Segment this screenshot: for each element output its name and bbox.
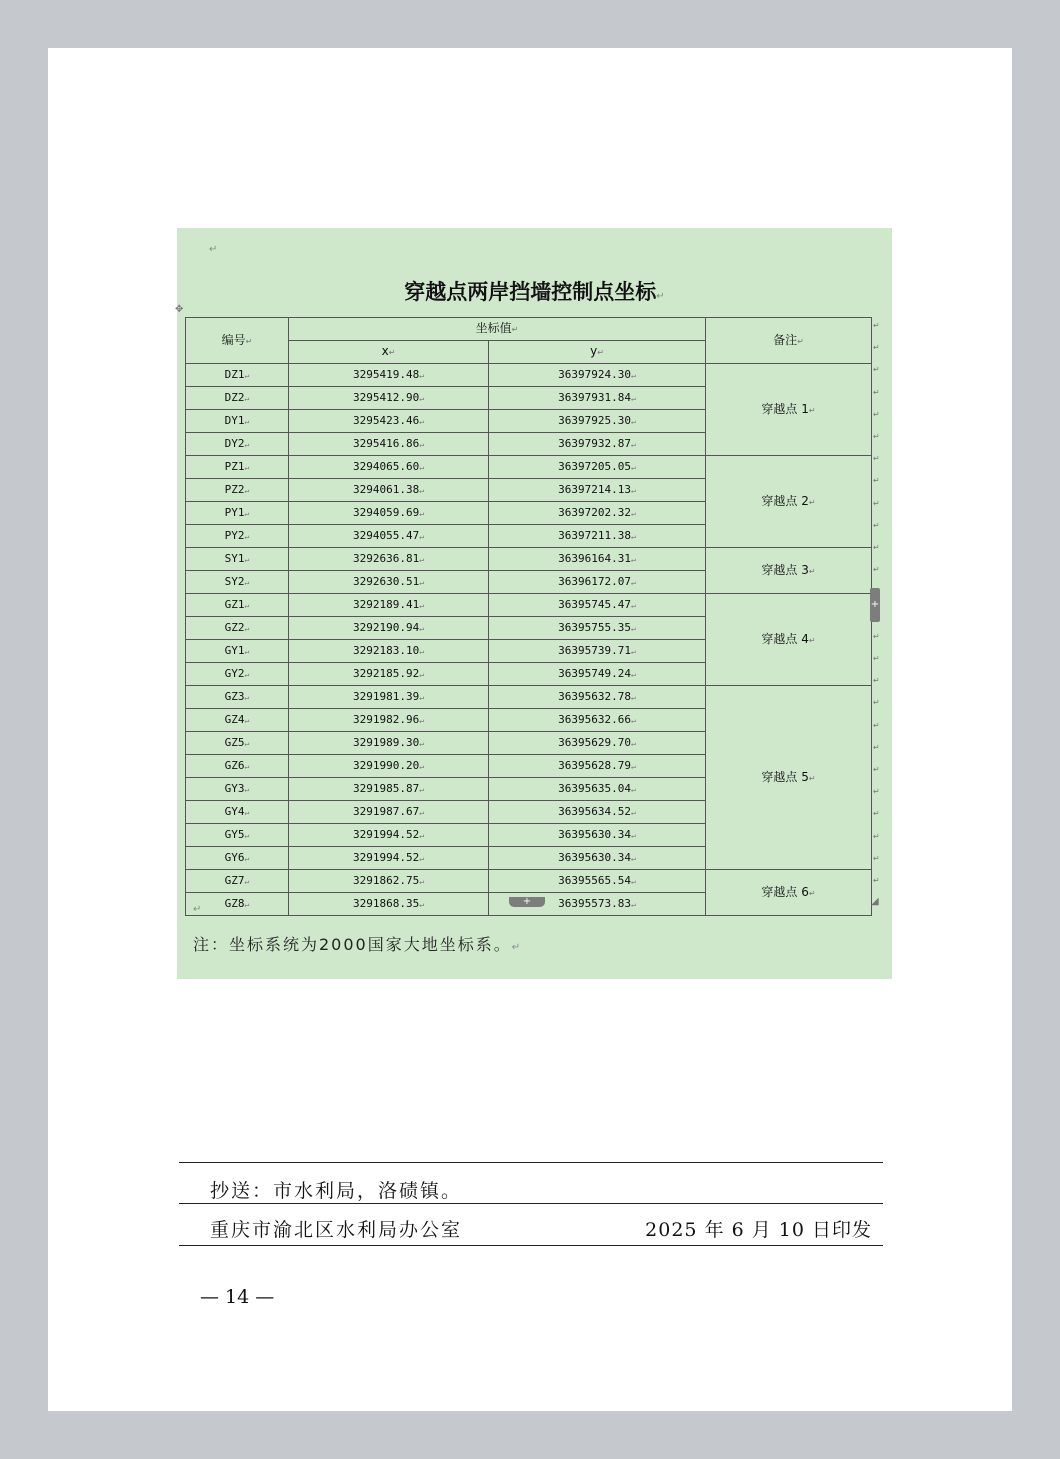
row-end-mark: ↵	[873, 720, 880, 730]
y-coordinate-cell: 36397211.38↵	[489, 525, 706, 548]
copy-to-line: 抄送：市水利局，洛碛镇。	[210, 1180, 463, 1202]
x-coordinate-cell: 3292189.41↵	[289, 594, 489, 617]
x-coordinate-cell: 3295412.90↵	[289, 387, 489, 410]
y-coordinate-cell: 36395630.34↵	[489, 824, 706, 847]
row-end-mark: ↵	[873, 631, 880, 641]
y-coordinate-cell: 36395635.04↵	[489, 778, 706, 801]
point-id-cell: GZ2↵	[186, 617, 289, 640]
row-end-mark: ↵	[873, 876, 880, 885]
y-coordinate-cell: 36395628.79↵	[489, 755, 706, 778]
x-coordinate-cell: 3291862.75↵	[289, 870, 489, 893]
point-id-cell: PZ1↵	[186, 456, 289, 479]
x-coordinate-cell: 3291994.52↵	[289, 847, 489, 870]
y-coordinate-cell: 36397932.87↵	[489, 433, 706, 456]
issue-date: 2025 年 6 月 10 日印发	[645, 1219, 872, 1241]
table-resize-icon[interactable]: ◢	[871, 896, 879, 907]
point-id-cell: PY1↵	[186, 502, 289, 525]
paragraph-mark: ↵	[193, 904, 202, 915]
footer-rule-top	[179, 1162, 883, 1163]
y-coordinate-cell: 36395632.78↵	[489, 686, 706, 709]
x-coordinate-cell: 3292636.81↵	[289, 548, 489, 571]
coordinate-note-text: 注：坐标系统为2000国家大地坐标系。	[193, 935, 512, 954]
x-coordinate-cell: 3294055.47↵	[289, 525, 489, 548]
point-id-cell: GZ8↵	[186, 893, 289, 916]
y-coordinate-cell: 36395739.71↵	[489, 640, 706, 663]
x-coordinate-cell: 3291985.87↵	[289, 778, 489, 801]
point-id-cell: GZ3↵	[186, 686, 289, 709]
paragraph-mark: ↵	[209, 244, 218, 255]
point-id-cell: GZ1↵	[186, 594, 289, 617]
table-row	[186, 870, 872, 893]
x-coordinate-cell: 3294065.60↵	[289, 456, 489, 479]
point-id-cell: GY1↵	[186, 640, 289, 663]
row-end-mark: ↵	[873, 765, 880, 774]
table-header-row	[186, 318, 872, 341]
table-row	[186, 456, 872, 479]
header-x: x↵	[289, 341, 489, 364]
y-coordinate-cell: 36397205.05↵	[489, 456, 706, 479]
x-coordinate-cell: 3291868.35↵	[289, 893, 489, 916]
row-end-mark: ↵	[873, 343, 880, 353]
row-end-mark: ↵	[873, 654, 880, 663]
row-end-mark: ↵	[873, 387, 880, 397]
add-column-handle-icon[interactable]: +	[870, 588, 880, 622]
row-end-mark: ↵	[873, 676, 880, 686]
add-row-handle-icon[interactable]: +	[509, 897, 545, 907]
header-coord: 坐标值↵	[289, 318, 706, 341]
y-coordinate-cell: 36395634.52↵	[489, 801, 706, 824]
point-id-cell: DY1↵	[186, 410, 289, 433]
coordinate-note	[193, 932, 520, 955]
point-id-cell: GZ5↵	[186, 732, 289, 755]
table-title-text: 穿越点两岸挡墙控制点坐标	[404, 280, 657, 304]
row-end-mark: ↵	[873, 787, 880, 797]
x-coordinate-cell: 3292183.10↵	[289, 640, 489, 663]
row-end-mark: ↵	[873, 565, 880, 575]
point-id-cell: PZ2↵	[186, 479, 289, 502]
paragraph-mark: ↵	[511, 942, 521, 953]
table-move-handle-icon[interactable]: ✥	[175, 304, 184, 315]
row-end-mark: ↵	[873, 698, 880, 708]
row-end-mark: ↵	[873, 454, 880, 464]
x-coordinate-cell: 3295419.48↵	[289, 364, 489, 387]
row-end-mark: ↵	[873, 543, 880, 552]
table-region	[177, 228, 892, 979]
row-end-mark: ↵	[873, 476, 880, 486]
table-body	[186, 364, 872, 916]
coordinates-table	[185, 317, 872, 916]
remark-cell: 穿越点 4↵	[706, 594, 872, 686]
table-title	[177, 276, 892, 306]
x-coordinate-cell: 3294061.38↵	[289, 479, 489, 502]
row-end-mark: ↵	[873, 831, 880, 841]
x-coordinate-cell: 3291981.39↵	[289, 686, 489, 709]
y-coordinate-cell: 36395749.24↵	[489, 663, 706, 686]
point-id-cell: DY2↵	[186, 433, 289, 456]
y-coordinate-cell: 36395573.83↵	[489, 893, 706, 916]
y-coordinate-cell: 36395632.66↵	[489, 709, 706, 732]
table-row	[186, 364, 872, 387]
issuing-office: 重庆市渝北区水利局办公室	[210, 1219, 463, 1241]
point-id-cell: PY2↵	[186, 525, 289, 548]
x-coordinate-cell: 3295416.86↵	[289, 433, 489, 456]
x-coordinate-cell: 3291982.96↵	[289, 709, 489, 732]
y-coordinate-cell: 36397925.30↵	[489, 410, 706, 433]
paragraph-mark: ↵	[656, 291, 665, 302]
row-end-mark: ↵	[873, 498, 880, 508]
row-end-mark: ↵	[873, 365, 880, 375]
point-id-cell: GY5↵	[186, 824, 289, 847]
x-coordinate-cell: 3294059.69↵	[289, 502, 489, 525]
row-end-mark: ↵	[873, 742, 880, 752]
y-coordinate-cell: 36395755.35↵	[489, 617, 706, 640]
point-id-cell: SY1↵	[186, 548, 289, 571]
footer-rule-bottom	[179, 1245, 883, 1246]
row-end-mark: ↵	[873, 853, 880, 863]
remark-cell: 穿越点 1↵	[706, 364, 872, 456]
row-end-mark: ↵	[873, 409, 880, 419]
y-coordinate-cell: 36395745.47↵	[489, 594, 706, 617]
point-id-cell: GZ7↵	[186, 870, 289, 893]
row-end-mark: ↵	[873, 432, 880, 441]
point-id-cell: GY3↵	[186, 778, 289, 801]
row-end-mark: ↵	[873, 520, 880, 530]
y-coordinate-cell: 36396172.07↵	[489, 571, 706, 594]
x-coordinate-cell: 3292630.51↵	[289, 571, 489, 594]
y-coordinate-cell: 36395630.34↵	[489, 847, 706, 870]
x-coordinate-cell: 3291994.52↵	[289, 824, 489, 847]
point-id-cell: SY2↵	[186, 571, 289, 594]
point-id-cell: GY6↵	[186, 847, 289, 870]
y-coordinate-cell: 36397202.32↵	[489, 502, 706, 525]
row-end-mark: ↵	[873, 809, 880, 819]
point-id-cell: GZ4↵	[186, 709, 289, 732]
row-end-mark: ↵	[873, 321, 880, 330]
remark-cell: 穿越点 3↵	[706, 548, 872, 594]
x-coordinate-cell: 3292190.94↵	[289, 617, 489, 640]
y-coordinate-cell: 36395565.54↵	[489, 870, 706, 893]
remark-cell: 穿越点 5↵	[706, 686, 872, 870]
y-coordinate-cell: 36396164.31↵	[489, 548, 706, 571]
header-id: 编号↵	[186, 318, 289, 364]
point-id-cell: GZ6↵	[186, 755, 289, 778]
remark-cell: 穿越点 6↵	[706, 870, 872, 916]
y-coordinate-cell: 36395629.70↵	[489, 732, 706, 755]
point-id-cell: GY2↵	[186, 663, 289, 686]
point-id-cell: DZ1↵	[186, 364, 289, 387]
x-coordinate-cell: 3291989.30↵	[289, 732, 489, 755]
point-id-cell: GY4↵	[186, 801, 289, 824]
y-coordinate-cell: 36397924.30↵	[489, 364, 706, 387]
table-row	[186, 548, 872, 571]
x-coordinate-cell: 3295423.46↵	[289, 410, 489, 433]
header-remark: 备注↵	[706, 318, 872, 364]
y-coordinate-cell: 36397214.13↵	[489, 479, 706, 502]
y-coordinate-cell: 36397931.84↵	[489, 387, 706, 410]
remark-cell: 穿越点 2↵	[706, 456, 872, 548]
table-row	[186, 594, 872, 617]
x-coordinate-cell: 3291990.20↵	[289, 755, 489, 778]
page-number: — 14 —	[200, 1286, 275, 1308]
header-y: y↵	[489, 341, 706, 364]
table-row	[186, 686, 872, 709]
footer-rule-middle	[179, 1203, 883, 1204]
x-coordinate-cell: 3291987.67↵	[289, 801, 489, 824]
point-id-cell: DZ2↵	[186, 387, 289, 410]
x-coordinate-cell: 3292185.92↵	[289, 663, 489, 686]
